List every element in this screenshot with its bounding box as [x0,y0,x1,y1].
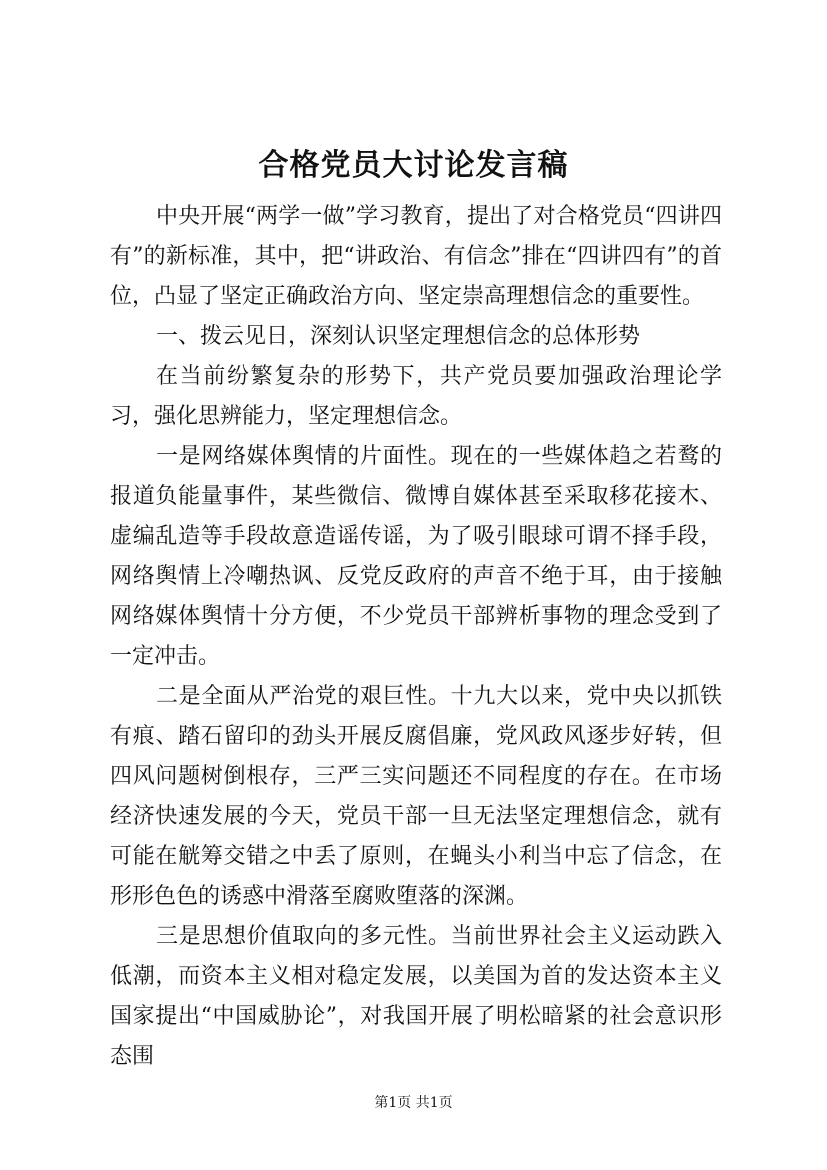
page-footer: 第1页 共1页 [374,1095,453,1111]
document-title: 合格党员大讨论发言稿 [258,148,569,183]
paragraph-intro: 中央开展“两学一做”学习教育，提出了对合格党员“四讲四有”的新标准，其中，把“讲政治、有信念”排在“四讲四有”的首位，凸显了坚定正确政治方向、坚定崇高理想信念的重要性。 [110,204,722,309]
document-body [110,197,722,1077]
paragraph-point-three: 三是思想价值取向的多元性。当前世界社会主义运动跌入低潮，而资本主义相对稳定发展，以美国为首的发达资本主义国家提出“中国威胁论”，对我国开展了明松暗紧的社会意识形态围 [110,924,722,1069]
paragraph-point-one: 一是网络媒体舆情的片面性。现在的一些媒体趋之若鹜的报道负能量事件，某些微信、微博自媒体甚至采取移花接木、虚编乱造等手段故意造谣传谣，为了吸引眼球可谓不择手段，网络舆情上冷嘲热讽、反党反政府的声音不绝于耳，由于接触网络媒体舆情十分方便，不少党员干部辨析事物的理念受到了一定冲击。 [110,444,722,669]
paragraph-point-two: 二是全面从严治党的艰巨性。十九大以来，党中央以抓铁有痕、踏石留印的劲头开展反腐倡廉，党风政风逐步好转，但四风问题树倒根存，三严三实问题还不同程度的存在。在市场经济快速发展的今天，党员干部一旦无法坚定理想信念，就有可能在觥筹交错之中丢了原则，在蝇头小利当中忘了信念，在形形色色的诱惑中滑落至腐败堕落的深渊。 [110,684,722,909]
section-heading: 一、拨云见日，深刻认识坚定理想信念的总体形势 [156,324,641,349]
paragraph-context: 在当前纷繁复杂的形势下，共产党员要加强政治理论学习，强化思辨能力，坚定理想信念。 [110,364,722,429]
